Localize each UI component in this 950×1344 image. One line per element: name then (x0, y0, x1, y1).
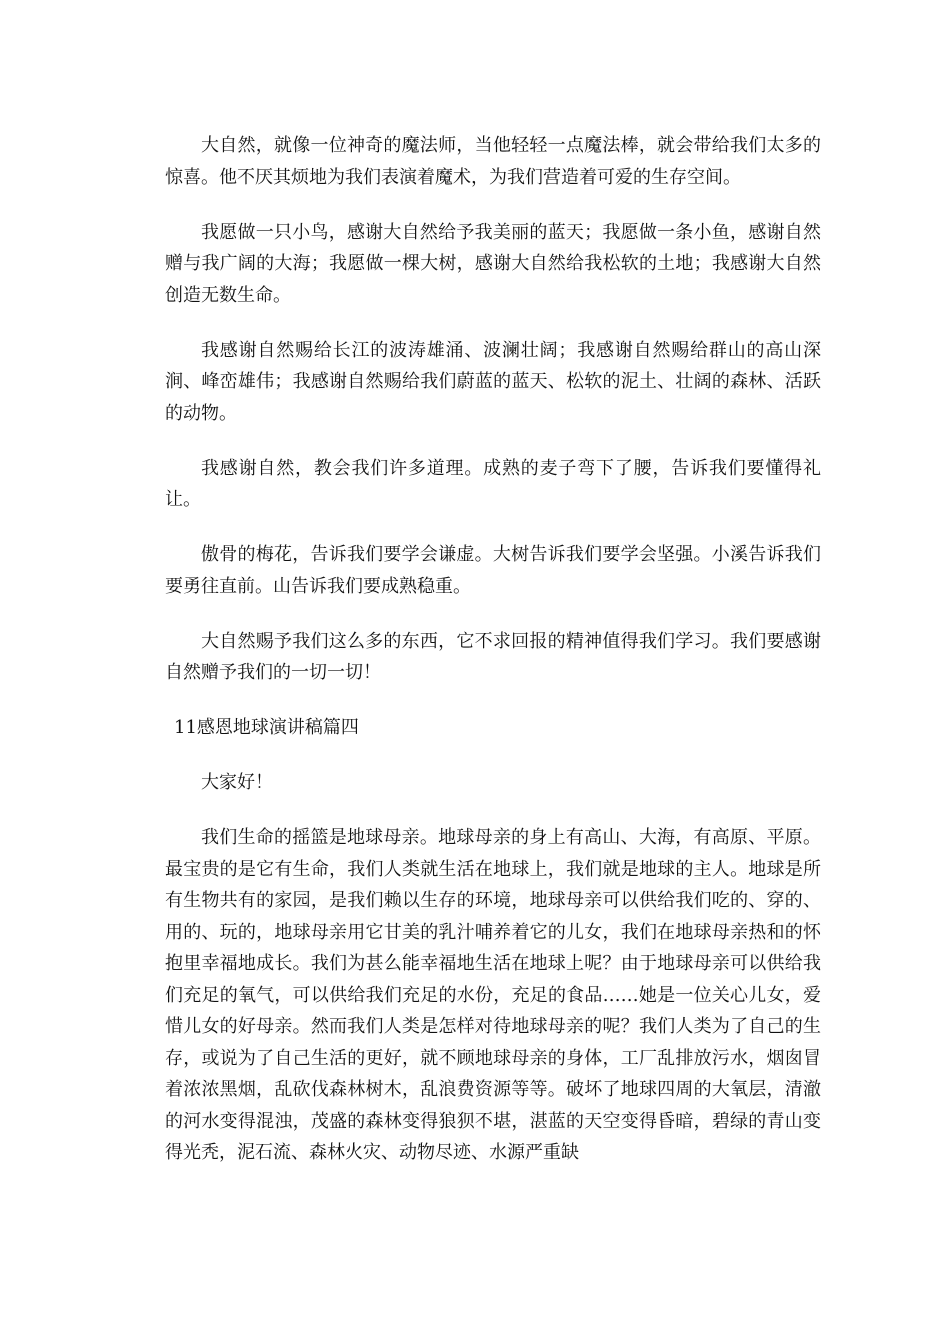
paragraph-wishes: 我愿做一只小鸟，感谢大自然给予我美丽的蓝天；我愿做一条小鱼，感谢自然赠与我广阔的大海；我愿做一棵大树，感谢大自然给我松软的土地；我感谢大自然创造无数生命。 (165, 221, 821, 306)
document-body (165, 130, 821, 1192)
paragraph-plum-blossom: 傲骨的梅花，告诉我们要学会谦虚。大树告诉我们要学会坚强。小溪告诉我们要勇往直前。山告诉我们要成熟稳重。 (165, 544, 821, 597)
paragraph-conclusion: 大自然赐予我们这么多的东西，它不求回报的精神值得我们学习。我们要感谢自然赠予我们的一切一切！ (165, 630, 821, 683)
paragraph-lessons: 我感谢自然，教会我们许多道理。成熟的麦子弯下了腰，告诉我们要懂得礼让。 (165, 457, 821, 510)
paragraph-speech-body: 我们生命的摇篮是地球母亲。地球母亲的身上有高山、大海，有高原、平原。最宝贵的是它有生命，我们人类就生活在地球上，我们就是地球的主人。地球是所有生物共有的家园，是我们赖以生存的环境，地球母亲可以供给我们吃的、穿的、用的、玩的，地球母亲用它甘美的乳汁哺养着它的儿女，我们在地球母亲热和的怀抱里幸福地成长。我们为甚么能幸福地生活在地球上呢？由于地球母亲可以供给我们充足的氧气，可以供给我们充足的水份，充足的食品……她是一位关心儿女，爱惜儿女的好母亲。然而我们人类是怎样对待地球母亲的呢？我们人类为了自己的生存，或说为了自己生活的更好，就不顾地球母亲的身体，工厂乱排放污水，烟囱冒着浓浓黑烟，乱砍伐森林树木，乱浪费资源等等。破坏了地球四周的大氧层，清澈的河水变得混浊，茂盛的森林变得狼狈不堪，湛蓝的天空变得昏暗，碧绿的青山变得光秃，泥石流、森林火灾、动物尽迹、水源严重缺 (165, 827, 821, 1163)
section-heading: 11感恩地球演讲稿篇四 (174, 717, 359, 738)
paragraph-gratitude-gifts: 我感谢自然赐给长江的波涛雄涌、波澜壮阔；我感谢自然赐给群山的高山深涧、峰峦雄伟；我感谢自然赐给我们蔚蓝的蓝天、松软的泥土、壮阔的森林、活跃的动物。 (165, 339, 821, 424)
speech-greeting: 大家好！ (201, 772, 273, 793)
paragraph-nature-magician: 大自然，就像一位神奇的魔法师，当他轻轻一点魔法棒，就会带给我们太多的惊喜。他不厌其烦地为我们表演着魔术，为我们营造着可爱的生存空间。 (165, 135, 821, 188)
